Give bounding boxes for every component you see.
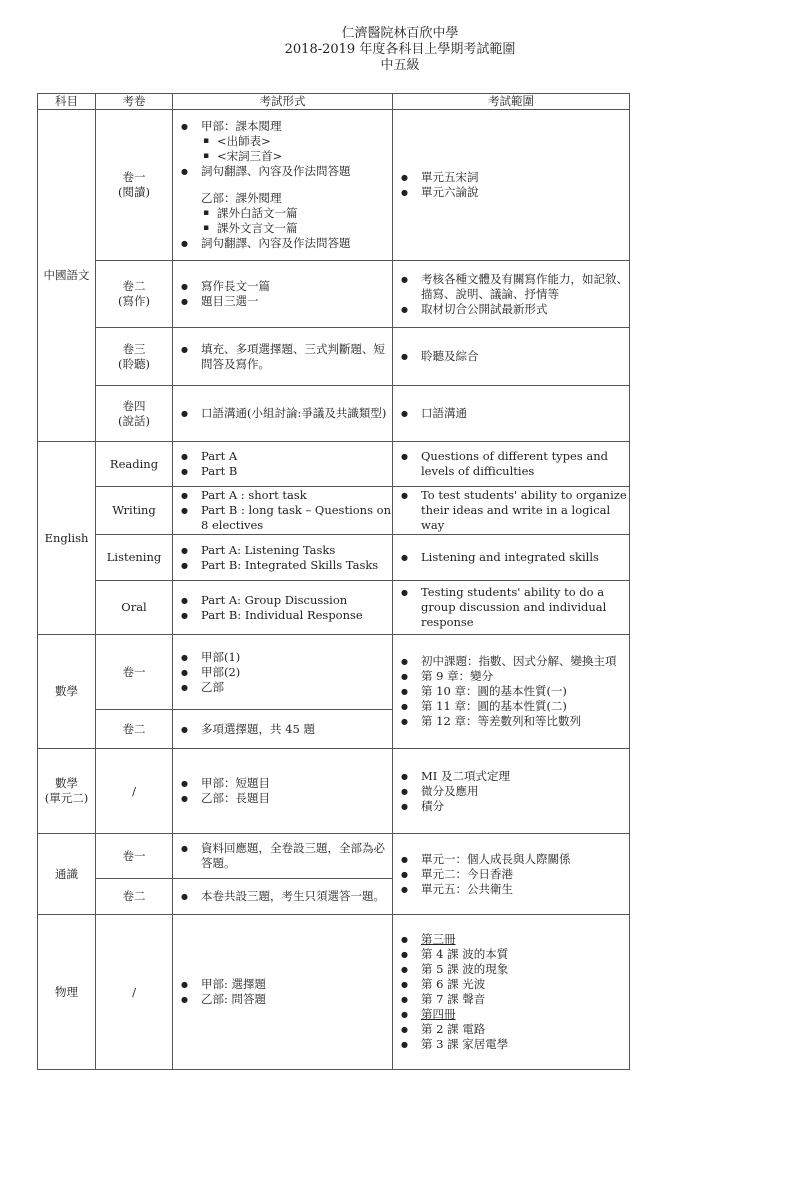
paper-name: 卷二 [96, 710, 173, 749]
list-item: ● 口語溝通 [393, 406, 629, 421]
list-item: ● 資料回應題，全卷設三題，全部為必答題。 [173, 841, 392, 871]
list-item: ● Listening and integrated skills [393, 550, 629, 565]
scope-cell [393, 487, 630, 535]
list-item: ● Part B : long task – Questions on 8 electives [173, 503, 392, 533]
subject-ls: 通識 [38, 834, 96, 915]
col-format: 考試形式 [173, 94, 393, 110]
scope-cell [393, 535, 630, 581]
list-item: ● 本卷共設三題，考生只須選答一題。 [173, 889, 392, 904]
paper-subtitle: (聆聽) [118, 356, 150, 371]
list-item: ● 題目三選一 [173, 294, 392, 309]
list-item: ● 取材切合公開試最新形式 [393, 302, 629, 317]
list-item: ● 口語溝通(小組討論:爭議及共識類型) [173, 406, 392, 421]
paper-cell [96, 261, 173, 328]
exam-scope-table [37, 93, 630, 1070]
paper-subtitle: (閱讀) [118, 185, 150, 199]
list-item: ● 第 10 章：圓的基本性質(一) [393, 684, 629, 699]
list-item: ▪ 課外文言文一篇 [173, 221, 392, 236]
list-item: ● Part B [173, 464, 392, 479]
col-scope: 考試範圍 [393, 94, 630, 110]
paper-name: Oral [96, 581, 173, 635]
format-cell [173, 879, 393, 915]
subject-physics: 物理 [38, 915, 96, 1070]
subject-math: 數學 [38, 635, 96, 749]
scope-cell [393, 328, 630, 386]
scope-cell [393, 749, 630, 834]
list-item: ● 單元五宋詞 [393, 170, 629, 185]
table-row [38, 749, 630, 834]
list-item: ● 考核各種文體及有關寫作能力，如記敘、描寫、說明、議論、抒情等 [393, 272, 629, 302]
subject-english: English [38, 442, 96, 635]
subject-name: 數學 [55, 776, 78, 790]
table-row [38, 442, 630, 487]
table-row [38, 110, 630, 261]
paper-name: 卷一 [122, 170, 146, 184]
format-cell [173, 442, 393, 487]
list-item: ● 第 7 課 聲音 [393, 992, 629, 1007]
list-item: ● Part B: Integrated Skills Tasks [173, 558, 392, 573]
list-item: ● 第 4 課 波的本質 [393, 947, 629, 962]
list-item: ● 單元二：今日香港 [393, 867, 629, 882]
list-item: ● 填充、多項選擇題、三式判斷題、短問答及寫作。 [173, 342, 392, 372]
col-subject: 科目 [38, 94, 96, 110]
paper-name: / [96, 749, 173, 834]
list-item: ● 寫作長文一篇 [173, 279, 392, 294]
list-item: ● Testing students' ability to do a group discussion and individual response [393, 585, 629, 630]
format-cell [173, 487, 393, 535]
list-item: ● MI 及二項式定理 [393, 769, 629, 784]
scope-cell [393, 581, 630, 635]
list-item: ● 單元六論說 [393, 185, 629, 200]
list-item: ● Part A: Listening Tasks [173, 543, 392, 558]
list-item: ▪ <宋詞三首> [173, 149, 392, 164]
table-header-row [38, 94, 630, 110]
table-row [38, 635, 630, 710]
table-row [38, 487, 630, 535]
list-item: ● 甲部(2) [173, 665, 392, 680]
list-item: ● 第 5 課 波的現象 [393, 962, 629, 977]
list-item: ● 初中課題：指數、因式分解、變換主項 [393, 654, 629, 669]
paper-name: 卷三 [122, 341, 146, 356]
school-name: 仁濟醫院林百欣中學 [341, 26, 459, 41]
list-item: ● 多項選擇題，共 45 題 [173, 722, 392, 737]
paper-subtitle: (寫作) [118, 294, 150, 308]
paper-subtitle: (說話) [118, 413, 150, 428]
list-item: ● Part B: Individual Response [173, 608, 392, 623]
paper-name: Reading [96, 442, 173, 487]
list-item: ● 第 11 章：圓的基本性質(二) [393, 699, 629, 714]
list-item: ● 第四冊 [393, 1007, 629, 1022]
list-item: ▪ <出師表> [173, 134, 392, 149]
list-item: ● To test students' ability to organize their ideas and write in a logical way [393, 488, 629, 533]
table-row [38, 834, 630, 879]
scope-cell [393, 261, 630, 328]
list-item: ● Questions of different types and levels of difficulties [393, 449, 629, 479]
list-item: 乙部：課外閱理 [201, 191, 282, 205]
format-cell [173, 915, 393, 1070]
list-item: ● 詞句翻譯、內容及作法問答題 [173, 164, 392, 179]
list-item: ● 甲部：短題目 [173, 776, 392, 791]
format-cell [173, 710, 393, 749]
format-cell [173, 749, 393, 834]
paper-name: 卷二 [122, 279, 146, 293]
table-row [38, 915, 630, 1070]
subject-math-m2 [38, 749, 96, 834]
document-title: 2018-2019 年度各科目上學期考試範圍 [284, 42, 516, 57]
document-header [0, 26, 800, 74]
paper-cell [96, 328, 173, 386]
format-cell [173, 261, 393, 328]
paper-name: / [96, 915, 173, 1070]
list-item: ● 積分 [393, 799, 629, 814]
list-item: ● 乙部：長題目 [173, 791, 392, 806]
list-item: ● 甲部: 選擇題 [173, 977, 392, 992]
format-cell [173, 635, 393, 710]
paper-name: Listening [96, 535, 173, 581]
paper-name: Writing [96, 487, 173, 535]
subject-subtitle: (單元二) [44, 791, 89, 805]
paper-name: 卷一 [96, 834, 173, 879]
subject-chinese: 中國語文 [38, 110, 96, 442]
list-item: ● 第 3 課 家居電學 [393, 1037, 629, 1052]
format-cell [173, 581, 393, 635]
list-item: ● Part A [173, 449, 392, 464]
list-item: ● 第 2 課 電路 [393, 1022, 629, 1037]
paper-name: 卷四 [122, 398, 146, 413]
scope-cell [393, 635, 630, 749]
table-row [38, 328, 630, 386]
list-item: ● 乙部: 問答題 [173, 992, 392, 1007]
list-item: ▪ 課外白話文一篇 [173, 206, 392, 221]
scope-cell [393, 386, 630, 442]
table-row [38, 535, 630, 581]
format-cell [173, 110, 393, 261]
scope-cell [393, 834, 630, 915]
paper-name: 卷一 [96, 635, 173, 710]
paper-cell [96, 386, 173, 442]
format-cell [173, 834, 393, 879]
format-cell [173, 535, 393, 581]
table-row [38, 386, 630, 442]
list-item: ● 乙部 [173, 680, 392, 695]
list-item: ● 單元五：公共衛生 [393, 882, 629, 897]
list-item: ● 單元一：個人成長與人際關係 [393, 852, 629, 867]
scope-cell [393, 915, 630, 1070]
list-item: ● 第 12 章：等差數列和等比數列 [393, 714, 629, 729]
paper-name: 卷二 [96, 879, 173, 915]
list-item: ● 第三冊 [393, 932, 629, 947]
list-item: ● Part A : short task [173, 488, 392, 503]
list-item: ● 甲部：課本閱理 [173, 119, 392, 134]
list-item: ● 第 6 課 光波 [393, 977, 629, 992]
list-item: ● 甲部(1) [173, 650, 392, 665]
scope-cell [393, 442, 630, 487]
list-item: ● Part A: Group Discussion [173, 593, 392, 608]
format-cell [173, 328, 393, 386]
table-row [38, 261, 630, 328]
list-item: ● 第 9 章：變分 [393, 669, 629, 684]
col-paper: 考卷 [96, 94, 173, 110]
list-item: ● 微分及應用 [393, 784, 629, 799]
paper-cell [96, 110, 173, 261]
scope-cell [393, 110, 630, 261]
list-item: ● 聆聽及綜合 [393, 349, 629, 364]
list-item: ● 詞句翻譯、內容及作法問答題 [173, 236, 392, 251]
form-level: 中五級 [380, 58, 420, 73]
format-cell [173, 386, 393, 442]
table-row [38, 581, 630, 635]
